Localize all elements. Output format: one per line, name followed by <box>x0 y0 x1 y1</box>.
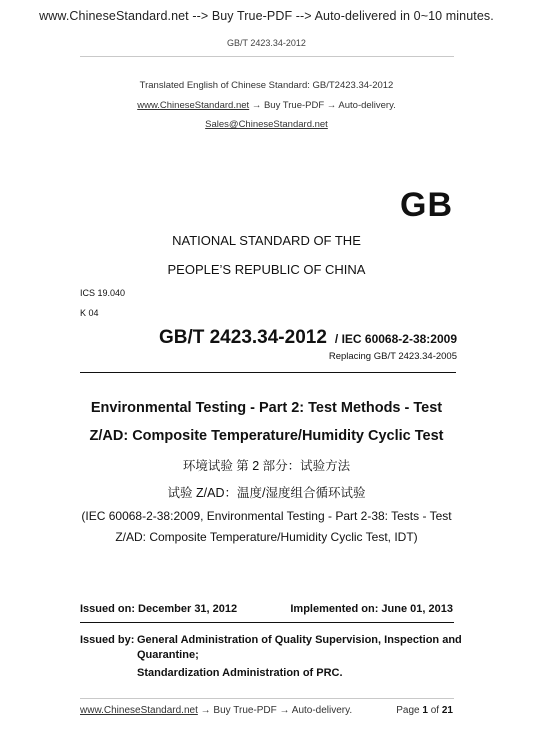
title-english-line1: Environmental Testing - Part 2: Test Methods - Test <box>90 400 443 416</box>
iec-equivalence-line1: (IEC 60068-2-38:2009, Environmental Testing - Part 2-38: Tests - Test <box>81 509 452 523</box>
national-standard-line2: PEOPLE’S REPUBLIC OF CHINA <box>167 262 366 277</box>
sales-email-link[interactable]: Sales@ChineseStandard.net <box>205 119 328 130</box>
footer-link-line <box>80 705 352 716</box>
header-divider <box>80 56 454 57</box>
issuer-line1: General Administration of Quality Supervision, Inspection and <box>137 634 462 646</box>
page-current: 1 <box>422 705 428 716</box>
footer-link-text: → Buy True-PDF → Auto-delivery. <box>197 705 353 716</box>
title-english-line2: Z/AD: Composite Temperature/Humidity Cyclic Test <box>89 428 444 444</box>
issuer-line2: Standardization Administration of PRC. <box>137 667 343 679</box>
title-chinese-line2: 试验 Z/AD：温度/湿度组合循环试验 <box>167 486 366 500</box>
sales-email-line <box>0 119 533 130</box>
running-header-code: GB/T 2423.34-2012 <box>227 38 306 48</box>
purchase-link-text: → Buy True-PDF → Auto-delivery. <box>249 100 396 111</box>
ics-code: ICS 19.040 <box>80 288 126 298</box>
site-link[interactable]: www.ChineseStandard.net <box>137 100 250 111</box>
gb-logo: GB <box>400 186 453 224</box>
title-divider <box>80 372 456 373</box>
replacing-note: Replacing GB/T 2423.34-2005 <box>328 351 457 362</box>
gb-number: GB/T 2423.34-2012 <box>158 327 327 348</box>
issued-by-label: Issued by: <box>80 634 135 646</box>
page-total: 21 <box>441 705 453 716</box>
translation-note: Translated English of Chinese Standard: GB/T2423.34-2012 <box>139 80 394 91</box>
page-indicator <box>396 705 453 716</box>
iec-number: / IEC 60068-2-38:2009 <box>334 332 457 346</box>
footer-divider <box>80 698 454 699</box>
issuer-line1-continued: Quarantine; <box>137 649 199 661</box>
national-standard-line1: NATIONAL STANDARD OF THE <box>172 233 361 248</box>
page-of: of <box>430 705 440 716</box>
issued-on-date: Issued on: December 31, 2012 <box>80 603 238 615</box>
page-label: Page <box>396 705 420 716</box>
title-chinese-line1: 环境试验 第 2 部分：试验方法 <box>182 459 351 473</box>
purchase-link-line <box>0 100 533 111</box>
issue-divider <box>80 622 454 623</box>
top-banner: www.ChineseStandard.net --> Buy True-PDF --> Auto-delivered in 0~10 minutes. <box>39 9 494 23</box>
iec-equivalence-line2: Z/AD: Composite Temperature/Humidity Cyclic Test, IDT) <box>115 530 418 544</box>
standard-number <box>159 327 457 349</box>
implemented-on-date: Implemented on: June 01, 2013 <box>290 603 453 615</box>
footer-site-link[interactable]: www.ChineseStandard.net <box>80 705 198 716</box>
k-code: K 04 <box>80 308 99 318</box>
